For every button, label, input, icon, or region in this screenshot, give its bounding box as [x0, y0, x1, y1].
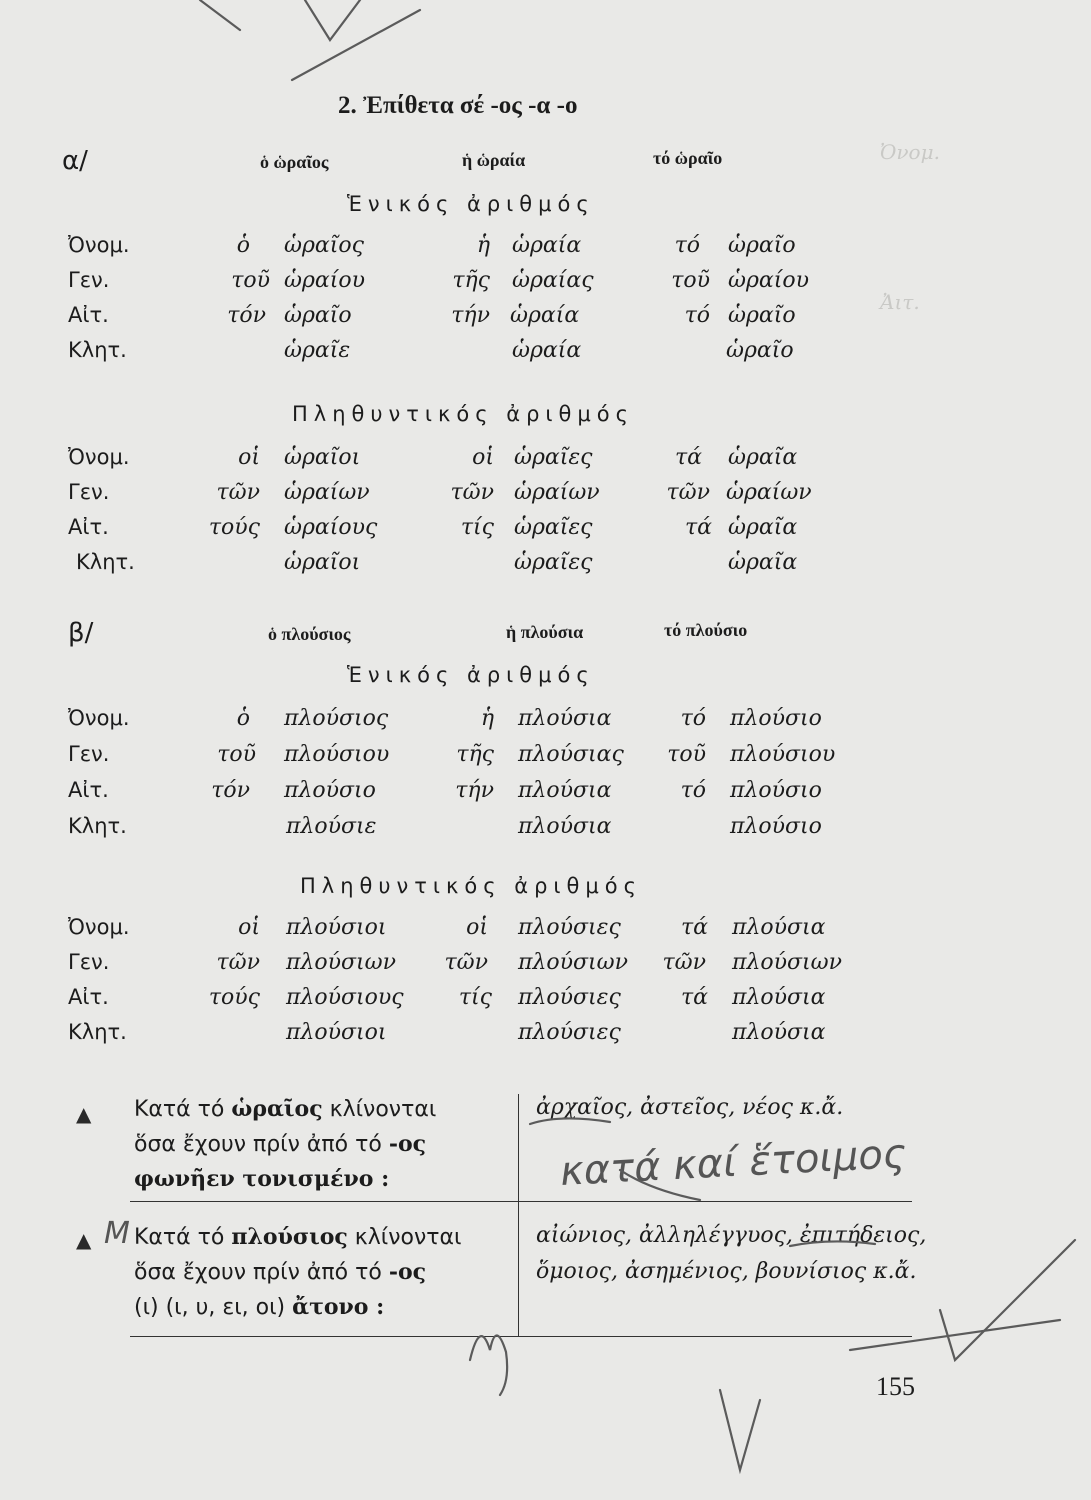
handwritten-margin-mark: M [104, 1216, 130, 1251]
case-label: Ὀνομ. [68, 233, 130, 257]
form-n: ὡραῖα [728, 445, 798, 470]
article-n: τά [680, 985, 708, 1010]
case-label: Αἰτ. [68, 515, 109, 539]
article-n: τῶν [666, 480, 710, 505]
article-f: ἡ [476, 233, 490, 258]
rule-1-example-line: ἀρχαῖος, ἀστεῖος, νέος κ.ἄ. [536, 1095, 844, 1120]
bleed-through-text: Ὀνομ. [880, 140, 940, 164]
article-n: τοῦ [667, 742, 706, 767]
form-f: πλούσιες [518, 1020, 621, 1045]
article-f: τῆς [456, 742, 494, 767]
form-m: ὡραῖος [284, 233, 364, 258]
form-n: ὡραίων [726, 480, 812, 505]
article-f: τίς [460, 515, 494, 540]
form-f: ὡραία [510, 303, 580, 328]
form-f: πλούσια [518, 814, 612, 839]
form-n: πλούσιο [730, 706, 822, 731]
rule-2-example-line: ὅμοιος, ἀσημένιος, βουνίσιος κ.ἄ. [536, 1259, 917, 1284]
form-m: πλούσιο [284, 778, 376, 803]
form-m: πλούσιος [284, 706, 389, 731]
triangle-bullet-icon: ▲ [76, 1102, 92, 1126]
form-n: ὡραῖο [728, 233, 796, 258]
case-label: Γεν. [68, 950, 110, 974]
article-n: τό [674, 233, 700, 258]
form-f: ὡραίας [512, 268, 594, 293]
form-n: πλούσιων [732, 950, 842, 975]
form-n: ὡραῖα [728, 550, 798, 575]
article-m: ὁ [236, 706, 250, 731]
form-n: ὡραίου [728, 268, 809, 293]
form-m: ὡραίου [284, 268, 365, 293]
form-m: πλούσιοι [286, 1020, 387, 1045]
page-number: 155 [876, 1372, 915, 1401]
article-n: τό [680, 706, 706, 731]
rule-2-line1-suffix: κλίνονται [347, 1225, 462, 1250]
bleed-through-text: Ἀιτ. [880, 290, 920, 314]
article-m: τόν [211, 778, 250, 803]
section-a-form-n: τό ὡραῖο [653, 148, 723, 168]
article-f: τήν [455, 778, 494, 803]
article-m: τόν [227, 303, 266, 328]
case-label: Αἰτ. [68, 985, 109, 1009]
form-f: πλούσια [518, 706, 612, 731]
underline-stroke [790, 1241, 875, 1246]
article-f: τῶν [450, 480, 494, 505]
form-m: πλούσιου [284, 742, 390, 767]
rule-2-line3-keyword: ἄτονο : [292, 1294, 385, 1320]
form-m: ὡραῖοι [284, 445, 361, 470]
article-n: τά [674, 445, 702, 470]
rule-2-line2-prefix: ὅσα ἔχουν πρίν ἀπό τό [134, 1260, 389, 1285]
case-label: Κλητ. [68, 1020, 127, 1044]
section-b-form-m: ὁ πλούσιος [268, 624, 351, 644]
pencil-stroke [200, 0, 240, 30]
rule-2-keyword: πλούσιος [231, 1224, 348, 1250]
form-m: ὡραίων [284, 480, 370, 505]
underline-stroke [620, 1170, 700, 1200]
article-n: τῶν [662, 950, 706, 975]
form-m: πλούσιε [286, 814, 377, 839]
form-m: ὡραῖε [284, 338, 351, 363]
case-label: Κλητ. [68, 814, 127, 838]
case-label: Κλητ. [76, 550, 135, 574]
case-label: Αἰτ. [68, 778, 109, 802]
form-f: ὡραία [512, 338, 582, 363]
form-m: πλούσιους [286, 985, 404, 1010]
form-f: πλούσιες [518, 915, 621, 940]
form-n: ὡραῖα [728, 515, 798, 540]
form-f: πλούσιας [518, 742, 624, 767]
article-f: τῆς [452, 268, 490, 293]
article-m: τῶν [216, 950, 260, 975]
article-m: οἱ [238, 915, 260, 940]
article-n: τοῦ [671, 268, 710, 293]
handwritten-note: κατά καί ἕτοιμος [559, 1130, 908, 1196]
form-n: πλούσια [732, 1020, 826, 1045]
rule-1-line2-prefix: ὅσα ἔχουν πρίν ἀπό τό [134, 1132, 389, 1157]
pencil-stroke [292, 10, 420, 80]
article-m: τῶν [216, 480, 260, 505]
section-a-plural-heading: Πληθυντικός ἀριθμός [292, 402, 634, 426]
article-m: τοῦ [217, 742, 256, 767]
article-n: τό [684, 303, 710, 328]
form-m: ὡραῖοι [284, 550, 361, 575]
article-m: τούς [208, 985, 260, 1010]
form-f: ὡραῖες [514, 550, 593, 575]
form-n: πλούσια [732, 985, 826, 1010]
form-n: ὡραῖο [728, 303, 796, 328]
article-m: τούς [208, 515, 260, 540]
case-label: Γεν. [68, 742, 110, 766]
case-label: Αἰτ. [68, 303, 109, 327]
article-f: τῶν [444, 950, 488, 975]
checkmark-icon [720, 1390, 760, 1470]
form-n: ὡραῖο [726, 338, 794, 363]
rule-1-ending: -ος [388, 1131, 427, 1157]
article-m: ὁ [236, 233, 250, 258]
case-label: Γεν. [68, 268, 110, 292]
checkmark-icon [940, 1240, 1075, 1360]
section-a-form-m: ὁ ὡραῖος [260, 152, 329, 172]
handwritten-m-icon [470, 1335, 507, 1395]
section-a-form-f: ἡ ὡραία [462, 150, 526, 170]
article-f: οἱ [466, 915, 488, 940]
case-label: Ὀνομ. [68, 706, 130, 730]
section-b-singular-heading: Ἑνικός ἀριθμός [347, 663, 595, 687]
rule-2-example-line: αἰώνιος, ἀλληλέγγυος, ἐπιτήδειος, [536, 1223, 927, 1248]
article-f: οἱ [472, 445, 494, 470]
form-f: ὡραίων [514, 480, 600, 505]
section-b-form-n: τό πλούσιο [664, 620, 748, 640]
form-n: πλούσια [732, 915, 826, 940]
article-m: οἱ [238, 445, 260, 470]
form-m: ὡραίους [284, 515, 378, 540]
article-n: τά [680, 915, 708, 940]
article-m: τοῦ [231, 268, 270, 293]
section-a-label: α/ [62, 146, 88, 176]
article-f: τίς [458, 985, 492, 1010]
article-n: τά [684, 515, 712, 540]
triangle-bullet-icon: ▲ [76, 1228, 92, 1252]
form-n: πλούσιο [730, 778, 822, 803]
case-label: Ὀνομ. [68, 915, 130, 939]
section-b-plural-heading: Πληθυντικός ἀριθμός [300, 874, 642, 898]
form-m: ὡραῖο [284, 303, 352, 328]
rule-1-line3: φωνῆεν τονισμένο : [134, 1166, 390, 1192]
section-b-label: β/ [68, 618, 94, 648]
page-title: 2. Ἐπίθετα σέ -ος -α -ο [338, 92, 578, 119]
pencil-stroke [850, 1320, 1060, 1350]
form-f: ὡραῖες [514, 445, 593, 470]
form-f: πλούσια [518, 778, 612, 803]
underline-stroke [530, 1118, 610, 1124]
section-a-singular-heading: Ἑνικός ἀριθμός [347, 192, 595, 216]
case-label: Ὀνομ. [68, 445, 130, 469]
form-f: ὡραῖες [514, 515, 593, 540]
form-n: πλούσιο [730, 814, 822, 839]
form-n: πλούσιου [730, 742, 836, 767]
form-f: πλούσιων [518, 950, 628, 975]
rule-2-ending: -ος [388, 1259, 427, 1285]
form-m: πλούσιων [286, 950, 396, 975]
article-f: ἡ [480, 706, 494, 731]
form-f: ὡραία [512, 233, 582, 258]
article-f: τήν [451, 303, 490, 328]
article-n: τό [680, 778, 706, 803]
rule-2-line3-prefix: (ι) (ι, υ, ει, οι) [134, 1295, 293, 1320]
case-label: Κλητ. [68, 338, 127, 362]
form-f: πλούσιες [518, 985, 621, 1010]
rule-2-line1-prefix: Κατά τό [134, 1225, 232, 1250]
section-b-form-f: ἡ πλούσια [506, 622, 584, 642]
case-label: Γεν. [68, 480, 110, 504]
form-m: πλούσιοι [286, 915, 387, 940]
checkmark-icon [305, 0, 360, 40]
rule-1-line1-suffix: κλίνονται [322, 1097, 437, 1122]
rule-1-line1-prefix: Κατά τό [134, 1097, 232, 1122]
rule-1-keyword: ὡραῖος [231, 1096, 323, 1122]
